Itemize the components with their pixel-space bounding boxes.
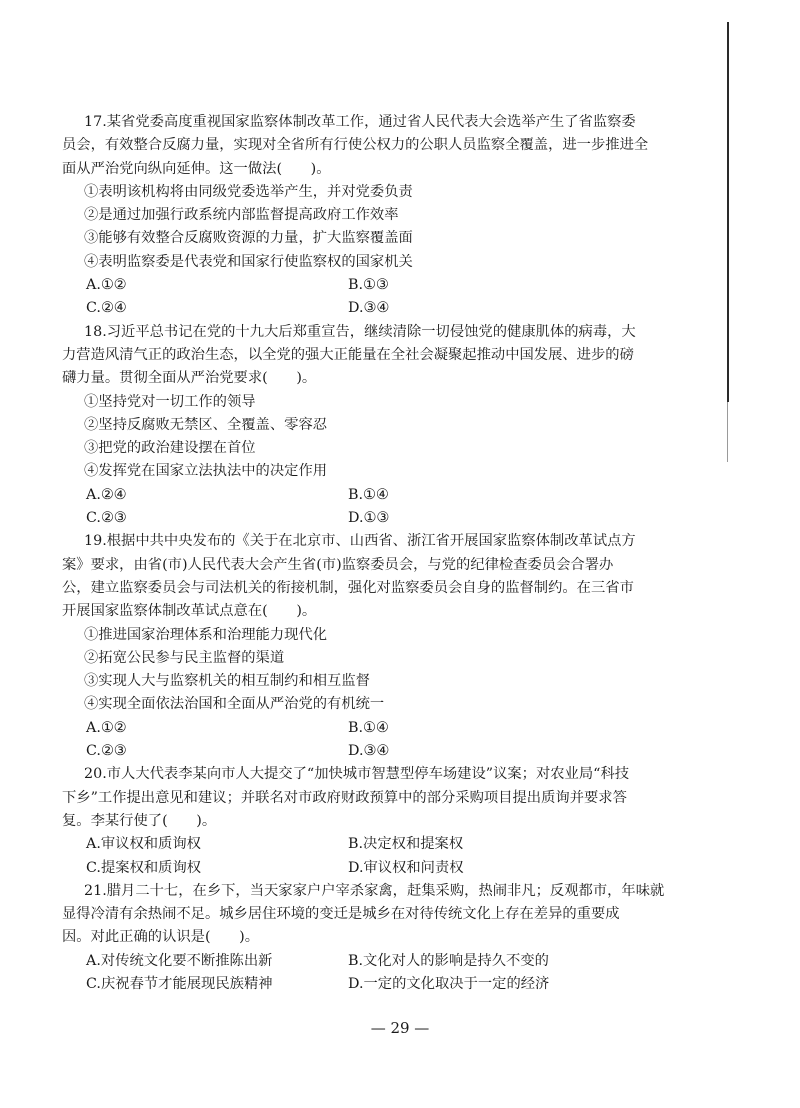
question-21-choice-d: D.一定的文化取决于一定的经济 bbox=[348, 975, 550, 992]
question-19-choice-b: B.①④ bbox=[348, 719, 389, 736]
question-21-choice-a: A.对传统文化要不断推陈出新 bbox=[86, 952, 273, 969]
question-18-choice-a: A.②④ bbox=[86, 486, 127, 503]
question-17-option: ①表明该机构将由同级党委选举产生，并对党委负责 bbox=[84, 183, 413, 200]
question-19-choices-row bbox=[84, 740, 666, 763]
question-21-choice-c: C.庆祝春节才能展现民族精神 bbox=[86, 975, 273, 992]
question-17-choice-b: B.①③ bbox=[348, 277, 389, 294]
question-20-choices-row bbox=[84, 857, 666, 880]
question-17-choice-a: A.①② bbox=[86, 277, 127, 294]
question-17-option: ④表明监察委是代表党和国家行使监察权的国家机关 bbox=[84, 253, 413, 270]
question-20-stem-line: 下乡”工作提出意见和建议；并联名对市政府财政预算中的部分采购项目提出质询并要求答 bbox=[62, 789, 627, 806]
question-18-choices-row bbox=[84, 484, 666, 507]
scan-border-line-faint bbox=[727, 402, 728, 462]
page-content bbox=[62, 111, 666, 996]
question-19-stem-line: 案》要求，由省(市)人民代表大会产生省(市)监察委员会，与党的纪律检查委员会合署办 bbox=[62, 556, 614, 573]
question-19-choice-d: D.③④ bbox=[348, 743, 390, 760]
question-18-choices-row bbox=[84, 507, 666, 530]
question-18-choice-b: B.①④ bbox=[348, 486, 389, 503]
question-21-stem-line: 显得冷清有余热闹不足。城乡居住环境的变迁是城乡在对待传统文化上存在差异的重要成 bbox=[62, 906, 620, 923]
question-19-option: ④实现全面依法治国和全面从严治党的有机统一 bbox=[84, 696, 385, 713]
question-21 bbox=[62, 880, 666, 996]
question-17-stem-line: 面从严治党向纵向延伸。这一做法( )。 bbox=[62, 160, 331, 177]
question-20 bbox=[62, 763, 666, 879]
question-18-option: ④发挥党在国家立法执法中的决定作用 bbox=[84, 463, 328, 480]
question-20-choices-row bbox=[84, 833, 666, 856]
question-19-choice-a: A.①② bbox=[86, 719, 127, 736]
question-17 bbox=[62, 111, 666, 321]
question-18 bbox=[62, 321, 666, 531]
question-17-option: ③能够有效整合反腐败资源的力量，扩大监察覆盖面 bbox=[84, 230, 413, 247]
question-19-choice-c: C.②③ bbox=[86, 743, 127, 760]
question-17-option: ②是通过加强行政系统内部监督提高政府工作效率 bbox=[84, 207, 399, 224]
page-number: — 29 — bbox=[370, 1019, 430, 1037]
question-17-stem-line: 17.某省党委高度重视国家监察体制改革工作，通过省人民代表大会选举产生了省监察委 bbox=[84, 114, 636, 130]
question-20-choice-c: C.提案权和质询权 bbox=[86, 859, 202, 876]
question-18-option: ①坚持党对一切工作的领导 bbox=[84, 393, 256, 410]
question-18-stem-line: 力营造风清气正的政治生态，以全党的强大正能量在全社会凝聚起推动中国发展、进步的磅 bbox=[62, 346, 634, 363]
question-18-choice-d: D.①③ bbox=[348, 510, 390, 527]
question-19-option: ①推进国家治理体系和治理能力现代化 bbox=[84, 626, 328, 643]
question-19-choices-row bbox=[84, 717, 666, 740]
question-21-stem-line: 因。对此正确的认识是( )。 bbox=[62, 929, 260, 946]
question-18-stem-line: 礴力量。贯彻全面从严治党要求( )。 bbox=[62, 370, 317, 387]
question-19-option: ②拓宽公民参与民主监督的渠道 bbox=[84, 649, 285, 666]
question-20-choice-a: A.审议权和质询权 bbox=[86, 836, 201, 853]
question-19-stem-line: 开展国家监察体制改革试点意在( )。 bbox=[62, 603, 317, 620]
question-19-option: ③实现人大与监察机关的相互制约和相互监督 bbox=[84, 673, 370, 690]
question-21-stem-line: 21.腊月二十七，在乡下，当天家家户户宰杀家禽，赶集采购，热闹非凡；反观都市，年味就 bbox=[84, 882, 665, 899]
question-19 bbox=[62, 530, 666, 763]
question-20-choice-b: B.决定权和提案权 bbox=[348, 836, 464, 853]
question-20-stem-line: 复。李某行使了( )。 bbox=[62, 812, 217, 829]
question-18-choice-c: C.②③ bbox=[86, 510, 127, 527]
question-21-choices-row bbox=[84, 973, 666, 996]
question-18-option: ②坚持反腐败无禁区、全覆盖、零容忍 bbox=[84, 416, 328, 433]
question-19-stem-line: 19.根据中共中央发布的《关于在北京市、山西省、浙江省开展国家监察体制改革试点方 bbox=[84, 533, 636, 550]
question-21-choice-b: B.文化对人的影响是持久不变的 bbox=[348, 952, 549, 969]
question-17-choice-c: C.②④ bbox=[86, 300, 127, 317]
scan-border-line bbox=[727, 22, 729, 402]
question-17-stem-line: 员会，有效整合反腐力量，实现对全省所有行使公权力的公职人员监察全覆盖，进一步推进全 bbox=[62, 137, 649, 154]
question-20-choice-d: D.审议权和问责权 bbox=[348, 859, 464, 876]
question-17-choice-d: D.③④ bbox=[348, 300, 390, 317]
question-17-choices-row bbox=[84, 297, 666, 320]
question-17-choices-row bbox=[84, 274, 666, 297]
question-18-option: ③把党的政治建设摆在首位 bbox=[84, 440, 256, 457]
question-18-stem-line: 18.习近平总书记在党的十九大后郑重宣告，继续清除一切侵蚀党的健康肌体的病毒，大 bbox=[84, 323, 636, 340]
question-19-stem-line: 公，建立监察委员会与司法机关的衔接机制，强化对监察委员会自身的监督制约。在三省市 bbox=[62, 579, 634, 596]
question-21-choices-row bbox=[84, 950, 666, 973]
question-20-stem-line: 20.市人大代表李某向市人大提交了“加快城市智慧型停车场建设”议案；对农业局“科技 bbox=[84, 766, 630, 783]
